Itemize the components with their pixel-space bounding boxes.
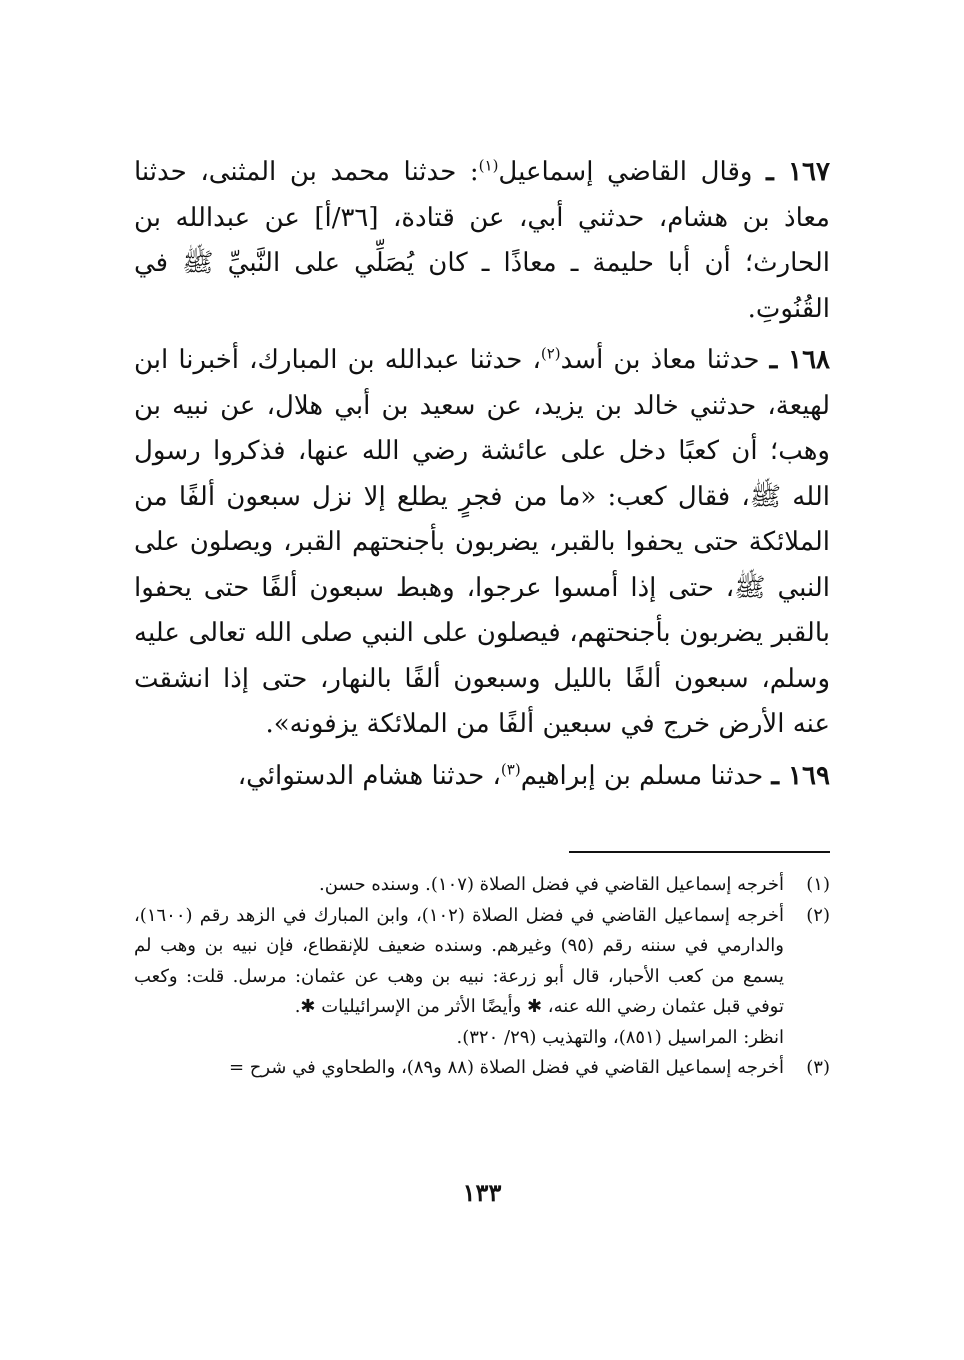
footnote-reference: (٣) xyxy=(500,759,521,778)
footnote-text: أخرجه إسماعيل القاضي في فضل الصلاة (٨٨ و٨٩)، والطحاوي في شرح = xyxy=(228,1057,784,1078)
hadith-paragraph-168 xyxy=(134,338,830,748)
footnote-number: (٣) xyxy=(806,1057,830,1078)
page-number: ١٣٣ xyxy=(462,1178,502,1207)
paragraph-text-rest: : حدثنا محمد بن المثنى، حدثنا معاذ بن هشام، حدثني أبي، عن قتادة، [٣٦/أ] عن عبدالله بن الحارث؛ أن أبا حليمة ـ معاذًا ـ كان يُصَلِّي على النَّبيِّ ﷺ في القُنُوتِ. xyxy=(134,157,830,324)
main-text xyxy=(134,150,830,799)
paragraph-text-start: وقال القاضي إسماعيل xyxy=(498,157,767,187)
paragraph-text-start: حدثنا معاذ بن أسد xyxy=(560,345,770,375)
footnote-number: (١) xyxy=(806,874,830,895)
footnote-2 xyxy=(134,901,830,1054)
paragraph-text-start: حدثنا مسلم بن إبراهيم xyxy=(520,760,772,791)
footnote-3 xyxy=(134,1053,830,1084)
paragraph-text-rest: ، حدثنا هشام الدستوائي، xyxy=(237,760,501,791)
paragraph-text-rest: ، حدثنا عبدالله بن المبارك، أخبرنا ابن لهيعة، حدثني خالد بن يزيد، عن سعيد بن أبي هلال، عن نبيه بن وهب؛ أن كعبًا دخل على عائشة رضي الله عنها، فذكروا رسول الله ﷺ، فقال كعب: «ما من فجرٍ يطلع إلا نزل سبعون ألفًا من الملائكة حتى يحفوا بالقبر، يضربون بأجنحتهم القبر، ويصلون على النبي ﷺ، حتى إذا أمسوا عرجوا، وهبط سبعون ألفًا حتى يحفوا بالقبر يضربون بأجنحتهم، فيصلون على النبي صلى الله تعالى عليه وسلم، سبعون ألفًا بالليل وسبعون ألفًا بالنهار، حتى إذا انشقت عنه الأرض خرج في سبعين ألفًا من الملائكة يزفونه». xyxy=(134,345,830,739)
paragraph-number: ١٦٧ ـ xyxy=(766,157,830,187)
footnote-reference-line: انظر: المراسيل (٨٥١)، والتهذيب (٢٩/ ٣٢٠). xyxy=(456,1026,784,1048)
footnote-body xyxy=(134,901,784,1054)
hadith-paragraph-169 xyxy=(134,754,830,800)
footnote-1 xyxy=(134,870,830,901)
footnote-text: أخرجه إسماعيل القاضي في فضل الصلاة (١٠٧). وسنده حسن. xyxy=(319,874,784,895)
footnote-number: (٢) xyxy=(806,904,830,926)
footnote-text: أخرجه إسماعيل القاضي في فضل الصلاة (١٠٢)، وابن المبارك في الزهد رقم (١٦٠٠)، والدارمي في سننه رقم (٩٥) وغيرهم. وسنده ضعيف للإنقطاع، فإن نبيه بن وهب لم يسمع من كعب الأحبار، قال أبو زرعة: نبيه بن وهب عن عثمان: مرسل. قلت: وكعب توفي قبل عثمان رضي الله عنه، ✱ وأيضًا الأثر من الإسرائيليات ✱. xyxy=(134,904,784,1017)
hadith-paragraph-167 xyxy=(134,150,830,332)
footnote-reference: (١) xyxy=(478,156,499,175)
footnote-divider xyxy=(569,851,830,853)
paragraph-number: ١٦٩ ـ xyxy=(771,760,830,791)
footnotes xyxy=(134,870,830,1084)
paragraph-number: ١٦٨ ـ xyxy=(769,345,831,375)
footnote-reference: (٢) xyxy=(540,344,561,363)
